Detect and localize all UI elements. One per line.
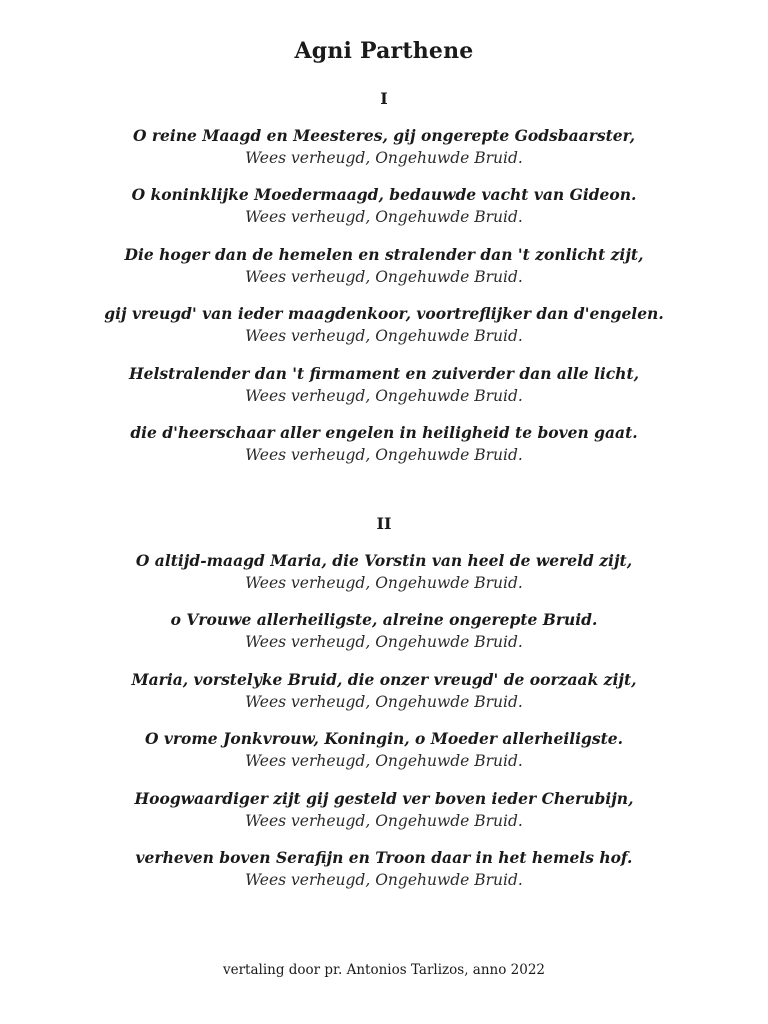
refrain-line: Wees verheugd, Ongehuwde Bruid. [245, 633, 523, 652]
stanza [0, 183, 768, 242]
refrain-line: Wees verheugd, Ongehuwde Bruid. [245, 752, 523, 771]
refrain-line: Wees verheugd, Ongehuwde Bruid. [245, 208, 523, 227]
page-title: Agni Parthene [294, 38, 474, 64]
section-number-1: I [380, 89, 388, 108]
verse-line: gij vreugd' van ieder maagdenkoor, voortreflijker dan d'engelen. [104, 304, 664, 324]
refrain-line: Wees verheugd, Ongehuwde Bruid. [245, 692, 523, 711]
stanza [0, 243, 768, 302]
refrain-line: Wees verheugd, Ongehuwde Bruid. [245, 149, 523, 167]
translation-credit: vertaling door pr. Antonios Tarlizos, anno 2022 [222, 962, 546, 978]
stanza [0, 608, 768, 667]
stanza [0, 727, 768, 786]
stanza [0, 421, 768, 480]
stanza [0, 549, 768, 608]
refrain-line: Wees verheugd, Ongehuwde Bruid. [245, 574, 523, 592]
stanza [0, 362, 768, 421]
verse-line: o Vrouwe allerheiligste, alreine ongerepte Bruid. [170, 610, 598, 630]
verse-line: O vrome Jonkvrouw, Koningin, o Moeder allerheiligste. [144, 729, 624, 749]
verse-line: Hoogwaardiger zijt gij gesteld ver boven ieder Cherubijn, [134, 788, 634, 808]
verse-line: Maria, vorstelyke Bruid, die onzer vreugd' de oorzaak zijt, [131, 669, 637, 689]
refrain-line: Wees verheugd, Ongehuwde Bruid. [245, 267, 523, 286]
verse-line: O koninklijke Moedermaagd, bedauwde vacht van Gideon. [131, 185, 637, 205]
refrain-line: Wees verheugd, Ongehuwde Bruid. [245, 811, 523, 830]
verse-line: verheven boven Serafijn en Troon daar in het hemels hof. [135, 847, 633, 867]
verse-line: die d'heerschaar aller engelen in heiligheid te boven gaat. [130, 422, 638, 442]
refrain-line: Wees verheugd, Ongehuwde Bruid. [245, 327, 523, 346]
verse-line: Die hoger dan de hemelen en stralender dan 't zonlicht zijt, [124, 244, 644, 264]
stanza [0, 302, 768, 361]
stanza [0, 124, 768, 183]
refrain-line: Wees verheugd, Ongehuwde Bruid. [245, 870, 523, 889]
stanza [0, 787, 768, 846]
section-1 [0, 124, 768, 480]
verse-line: O reine Maagd en Meesteres, gij ongerepte Godsbaarster, [132, 126, 636, 145]
verse-line: Helstralender dan 't firmament en zuiverder dan alle licht, [128, 363, 640, 383]
refrain-line: Wees verheugd, Ongehuwde Bruid. [245, 445, 523, 464]
stanza [0, 846, 768, 905]
section-number-2: II [376, 514, 392, 533]
verse-line: O altijd-maagd Maria, die Vorstin van heel de wereld zijt, [135, 551, 633, 570]
section-2 [0, 549, 768, 905]
stanza [0, 668, 768, 727]
refrain-line: Wees verheugd, Ongehuwde Bruid. [245, 386, 523, 405]
